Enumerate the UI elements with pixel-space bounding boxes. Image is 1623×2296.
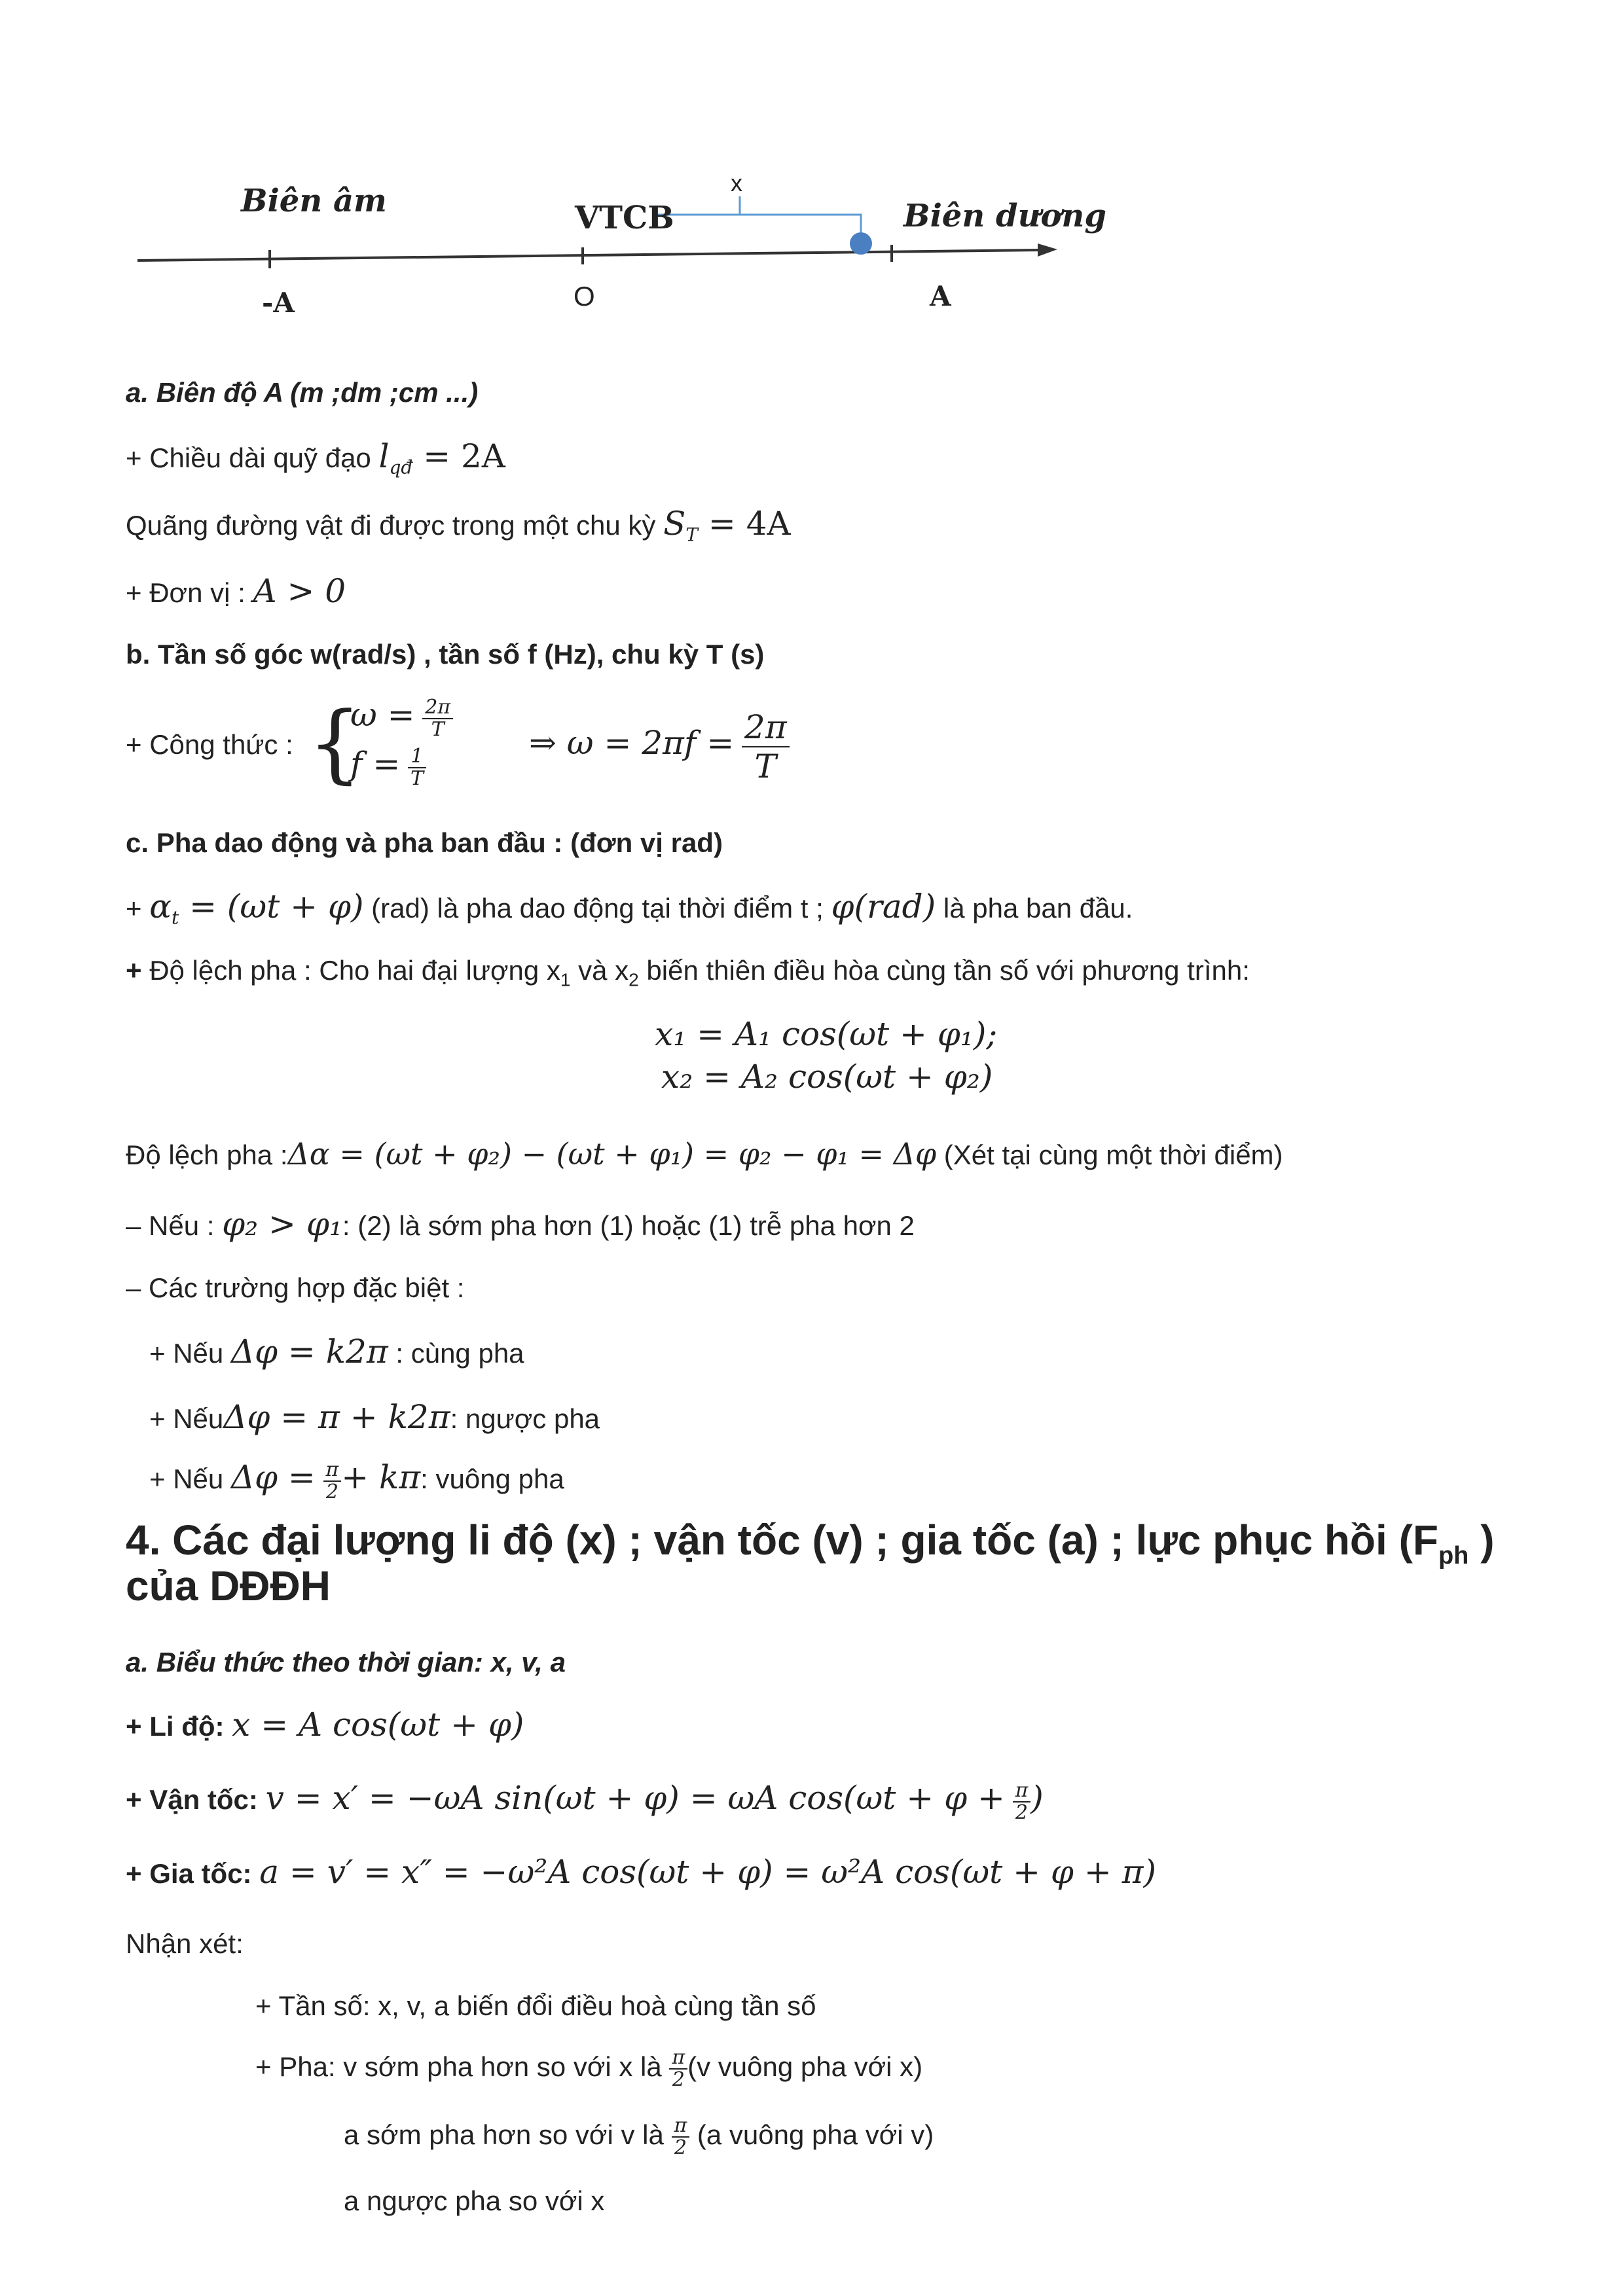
math: ω = bbox=[350, 696, 415, 734]
label-bien-am: Biên âm bbox=[241, 183, 387, 219]
fraction bbox=[672, 2115, 690, 2159]
math: α bbox=[149, 888, 172, 925]
math: φ₂ > φ₁ bbox=[222, 1205, 342, 1243]
math: x = A cos(ωt + φ) bbox=[232, 1706, 524, 1744]
f-formula bbox=[350, 746, 426, 789]
label: + Li độ: bbox=[126, 1711, 232, 1742]
fraction bbox=[408, 746, 426, 789]
oscillation-axis-diagram bbox=[0, 0, 1623, 340]
section-a-line2 bbox=[126, 507, 791, 551]
denominator: 2 bbox=[325, 1480, 338, 1503]
section-4-heading bbox=[126, 1517, 1495, 1579]
text: + Nếu bbox=[149, 1338, 231, 1369]
section-4-heading-line2: của DĐĐH bbox=[126, 1562, 331, 1609]
math: l bbox=[378, 437, 390, 475]
denominator: 2 bbox=[672, 2068, 685, 2091]
text: : cùng pha bbox=[388, 1338, 524, 1369]
text: + Đơn vị : bbox=[126, 577, 253, 608]
section-c-line2 bbox=[126, 954, 1250, 996]
math-sub: t bbox=[171, 906, 179, 929]
text: biến thiên điều hòa cùng tần số với phương trình: bbox=[638, 955, 1250, 986]
gia-toc-line bbox=[126, 1853, 1156, 1891]
section-c-line1 bbox=[126, 890, 1133, 934]
label-x: x bbox=[731, 170, 742, 196]
text: Độ lệch pha : bbox=[126, 1139, 288, 1170]
fraction bbox=[323, 1460, 342, 1503]
section-b-title: b. Tần số góc w(rad/s) , tần số f (Hz), chu kỳ T (s) bbox=[126, 639, 765, 670]
math: A > 0 bbox=[253, 572, 346, 610]
equation-x2: x₂ = A₂ cos(ωt + φ₂) bbox=[661, 1058, 993, 1096]
sub: 1 bbox=[560, 969, 571, 990]
text: (Xét tại cùng một thời điểm) bbox=[936, 1139, 1283, 1170]
numerator: 2π bbox=[742, 708, 790, 747]
label: + Gia tốc: bbox=[126, 1858, 260, 1889]
section-b-formula-label: + Công thức : bbox=[126, 729, 293, 760]
label-vtcb: VTCB bbox=[575, 200, 674, 236]
axis-line bbox=[137, 250, 1041, 260]
axis-arrowhead bbox=[1038, 243, 1057, 257]
omega-formula bbox=[350, 697, 453, 740]
denominator: T bbox=[431, 718, 445, 741]
math-sub: T bbox=[685, 524, 699, 546]
special-cases-title: – Các trường hợp đặc biệt : bbox=[126, 1272, 465, 1303]
text: + Chiều dài quỹ đạo bbox=[126, 442, 379, 473]
math: Δφ = k2π bbox=[230, 1333, 388, 1371]
math: Δφ = bbox=[230, 1458, 316, 1497]
label-pos-a: A bbox=[930, 280, 951, 312]
heading-text: 4. Các đại lượng li độ (x) ; vận tốc (v) ; gia tốc (a) ; lực phục hồi (F bbox=[126, 1516, 1438, 1564]
math: Δα = (ωt + φ₂) − (ωt + φ₁) = φ₂ − φ₁ = Δφ bbox=[287, 1136, 937, 1172]
phase-deviation bbox=[126, 1138, 1283, 1172]
text: + Pha: v sớm pha hơn so với x là bbox=[255, 2051, 670, 2083]
text: : (2) là sớm pha hơn (1) hoặc (1) trễ pha hơn 2 bbox=[342, 1210, 915, 1241]
numerator: 2π bbox=[422, 697, 453, 719]
case-vuong-pha bbox=[149, 1460, 564, 1503]
text: (v vuông pha với x) bbox=[687, 2051, 923, 2083]
nhan-xet-label: Nhận xét: bbox=[126, 1928, 244, 1959]
fraction bbox=[422, 697, 453, 740]
text: + Nếu bbox=[149, 1403, 224, 1434]
remark-phase-v bbox=[255, 2047, 922, 2090]
li-do-line bbox=[126, 1708, 524, 1743]
remark-phase-a bbox=[344, 2115, 934, 2159]
van-toc-line bbox=[126, 1780, 1044, 1823]
math: f = bbox=[350, 745, 401, 783]
equation-x1: x₁ = A₁ cos(ωt + φ₁); bbox=[655, 1015, 998, 1053]
text: : ngược pha bbox=[450, 1403, 600, 1434]
text: là pha ban đầu. bbox=[936, 893, 1133, 924]
math: v = x′ = −ωA sin(ωt + φ) = ωA cos(ωt + φ + bbox=[265, 1779, 1005, 1818]
label-neg-a: -A bbox=[262, 287, 295, 319]
numerator: π bbox=[1013, 1780, 1031, 1803]
numerator: 1 bbox=[408, 746, 426, 768]
fraction bbox=[669, 2047, 687, 2090]
section-a-line1 bbox=[126, 437, 505, 484]
heading-sub: ph bbox=[1438, 1541, 1469, 1570]
numerator: π bbox=[323, 1460, 342, 1482]
denominator: 2 bbox=[674, 2136, 687, 2159]
remark-frequency: + Tần số: x, v, a biến đổi điều hoà cùng tần số bbox=[255, 1990, 816, 2021]
denominator: T bbox=[410, 767, 424, 790]
sub: 2 bbox=[629, 969, 639, 990]
label-o: O bbox=[574, 281, 595, 312]
text: (a vuông pha với v) bbox=[689, 2119, 934, 2151]
math: φ(rad) bbox=[831, 888, 936, 925]
math: a = v′ = x″ = −ω²A cos(ωt + φ) = ω²A cos(ωt + φ + π) bbox=[259, 1853, 1156, 1891]
text: Độ lệch pha : Cho hai đại lượng x bbox=[141, 955, 560, 986]
if-line bbox=[126, 1205, 915, 1243]
implies-formula bbox=[529, 704, 790, 785]
numerator: π bbox=[669, 2047, 687, 2070]
text: : vuông pha bbox=[420, 1463, 564, 1495]
text: – Nếu : bbox=[126, 1210, 223, 1241]
heading-text: ) bbox=[1468, 1516, 1495, 1564]
denominator: T bbox=[754, 747, 776, 785]
x-bracket bbox=[655, 215, 861, 239]
label-bien-duong: Biên dương bbox=[903, 198, 1106, 234]
text: + bbox=[126, 955, 142, 986]
brace: { bbox=[308, 693, 362, 793]
remark-opposite: a ngược pha so với x bbox=[344, 2185, 605, 2216]
text: Quãng đường vật đi được trong một chu kỳ bbox=[126, 510, 664, 541]
fraction bbox=[1013, 1780, 1031, 1823]
section-c-title: c. Pha dao động và pha ban đầu : (đơn vị rad) bbox=[126, 827, 723, 858]
math: + kπ bbox=[341, 1458, 421, 1497]
section-a-title: a. Biên độ A (m ;dm ;cm ...) bbox=[126, 377, 479, 408]
denominator: 2 bbox=[1015, 1801, 1028, 1824]
section-a-line3 bbox=[126, 572, 346, 610]
text: + bbox=[126, 893, 150, 924]
math: ) bbox=[1030, 1779, 1044, 1818]
math: ⇒ ω = 2πf = bbox=[529, 724, 735, 762]
math: = (ωt + φ) bbox=[179, 888, 364, 925]
label: + Vận tốc: bbox=[126, 1784, 266, 1816]
text: và x bbox=[570, 955, 629, 986]
math: = 4A bbox=[698, 505, 791, 543]
object-point bbox=[850, 232, 872, 255]
section-4a-title: a. Biểu thức theo thời gian: x, v, a bbox=[126, 1647, 566, 1677]
text: (rad) là pha dao động tại thời điểm t ; bbox=[363, 893, 831, 924]
fraction bbox=[742, 708, 790, 785]
text: a sớm pha hơn so với v là bbox=[344, 2119, 672, 2151]
math: S bbox=[663, 505, 686, 543]
case-nguoc-pha bbox=[149, 1398, 600, 1436]
case-cung-pha bbox=[149, 1335, 524, 1370]
math-sub: qđ bbox=[389, 456, 413, 478]
numerator: π bbox=[672, 2115, 690, 2138]
math: = 2A bbox=[412, 437, 505, 475]
text: + Nếu bbox=[149, 1463, 231, 1495]
math: Δφ = π + k2π bbox=[223, 1398, 450, 1436]
